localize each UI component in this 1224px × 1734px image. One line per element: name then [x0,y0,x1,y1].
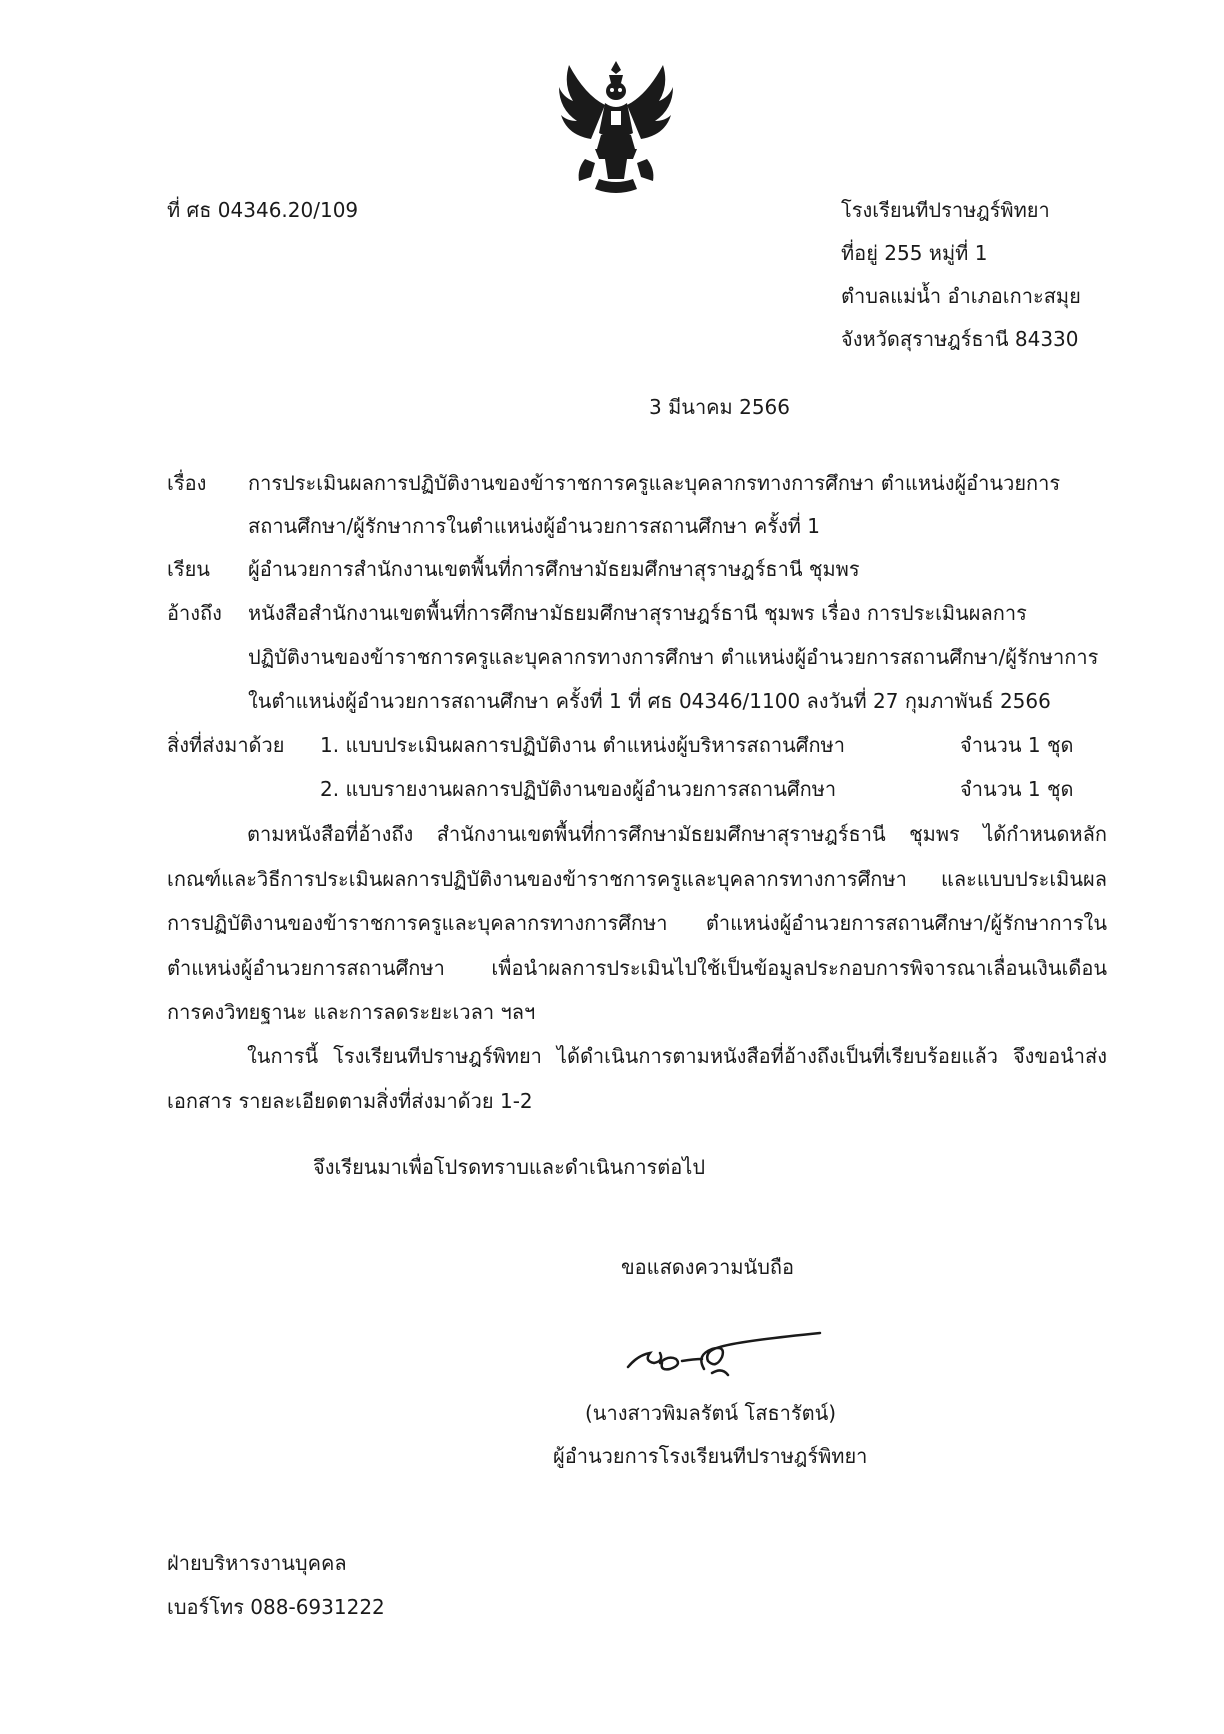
reference-line-3: ในตำแหน่งผู้อำนวยการสถานศึกษา ครั้งที่ 1 ที่ ศธ 04346/1100 ลงวันที่ 27 กุมภาพันธ์ 2566 [248,689,1051,713]
enclosure-item-2: 2. แบบรายงานผลการปฏิบัติงานของผู้อำนวยการสถานศึกษา [320,777,837,801]
signatory-name: (นางสาวพิมลรัตน์ โสธารัตน์) [585,1401,837,1425]
reference-number: ที่ ศธ 04346.20/109 [167,198,359,222]
subject-line-1: การประเมินผลการปฏิบัติงานของข้าราชการครูและบุคลากรทางการศึกษา ตำแหน่งผู้อำนวยการ [248,471,1061,495]
signatory-title: ผู้อำนวยการโรงเรียนทีปราษฎร์พิทยา [553,1444,868,1468]
sender-address-line3: จังหวัดสุราษฎร์ธานี 84330 [841,327,1079,351]
department: ฝ่ายบริหารงานบุคคล [167,1551,347,1575]
letter-date: 3 มีนาคม 2566 [649,395,790,419]
reference-line-2: ปฏิบัติงานของข้าราชการครูและบุคลากรทางการศึกษา ตำแหน่งผู้อำนวยการสถานศึกษา/ผู้รักษาการ [248,645,1099,669]
sender-school: โรงเรียนทีปราษฎร์พิทยา [841,198,1050,222]
closing-request: จึงเรียนมาเพื่อโปรดทราบและดำเนินการต่อไป [313,1155,706,1179]
reference-label: อ้างถึง [167,601,222,625]
subject-line-2: สถานศึกษา/ผู้รักษาการในตำแหน่งผู้อำนวยการสถานศึกษา ครั้งที่ 1 [248,514,821,538]
body-paragraph-2: ในการนี้ โรงเรียนทีปราษฎร์พิทยา ได้ดำเนินการตามหนังสือที่อ้างถึงเป็นที่เรียบร้อยแล้ว จึงขอนำส่งเอกสาร รายละเอียดตามสิ่งที่ส่งมาด้วย 1-2 [167,1044,1107,1113]
recipient: ผู้อำนวยการสำนักงานเขตพื้นที่การศึกษามัธยมศึกษาสุราษฎร์ธานี ชุมพร [248,557,860,581]
phone: เบอร์โทร 088-6931222 [167,1595,385,1619]
enclosure-item-1: 1. แบบประเมินผลการปฏิบัติงาน ตำแหน่งผู้บริหารสถานศึกษา [320,733,845,757]
enclosure-qty-2: จำนวน 1 ชุด [960,777,1074,801]
subject-label: เรื่อง [167,471,207,495]
enclosure-qty-1: จำนวน 1 ชุด [960,733,1074,757]
body-paragraph-1: ตามหนังสือที่อ้างถึง สำนักงานเขตพื้นที่การศึกษามัธยมศึกษาสุราษฎร์ธานี ชุมพร ได้กำหนดหลักเกณฑ์และวิธีการประเมินผลการปฏิบัติงานของข้าราชการครูและบุคลากรทางการศึกษา และแบบประเมินผลการปฏิบัติงานของข้าราชการครูและบุคลากรทางการศึกษา ตำแหน่งผู้อำนวยการสถานศึกษา/ผู้รักษาการในตำแหน่งผู้อำนวยการสถานศึกษา เพื่อนำผลการประเมินไปใช้เป็นข้อมูลประกอบการพิจารณาเลื่อนเงินเดือน การคงวิทยฐานะ และการลดระยะเวลา ฯลฯ [167,822,1107,1024]
garuda-emblem-icon [555,55,677,197]
sender-address-line1: ที่อยู่ 255 หมู่ที่ 1 [841,241,988,265]
salutation: ขอแสดงความนับถือ [621,1255,795,1279]
signature [620,1325,830,1385]
sender-address-line2: ตำบลแม่น้ำ อำเภอเกาะสมุย [841,284,1081,308]
reference-line-1: หนังสือสำนักงานเขตพื้นที่การศึกษามัธยมศึกษาสุราษฎร์ธานี ชุมพร เรื่อง การประเมินผลการ [248,601,1027,625]
recipient-label: เรียน [167,557,210,581]
enclosures-label: สิ่งที่ส่งมาด้วย [167,733,285,757]
